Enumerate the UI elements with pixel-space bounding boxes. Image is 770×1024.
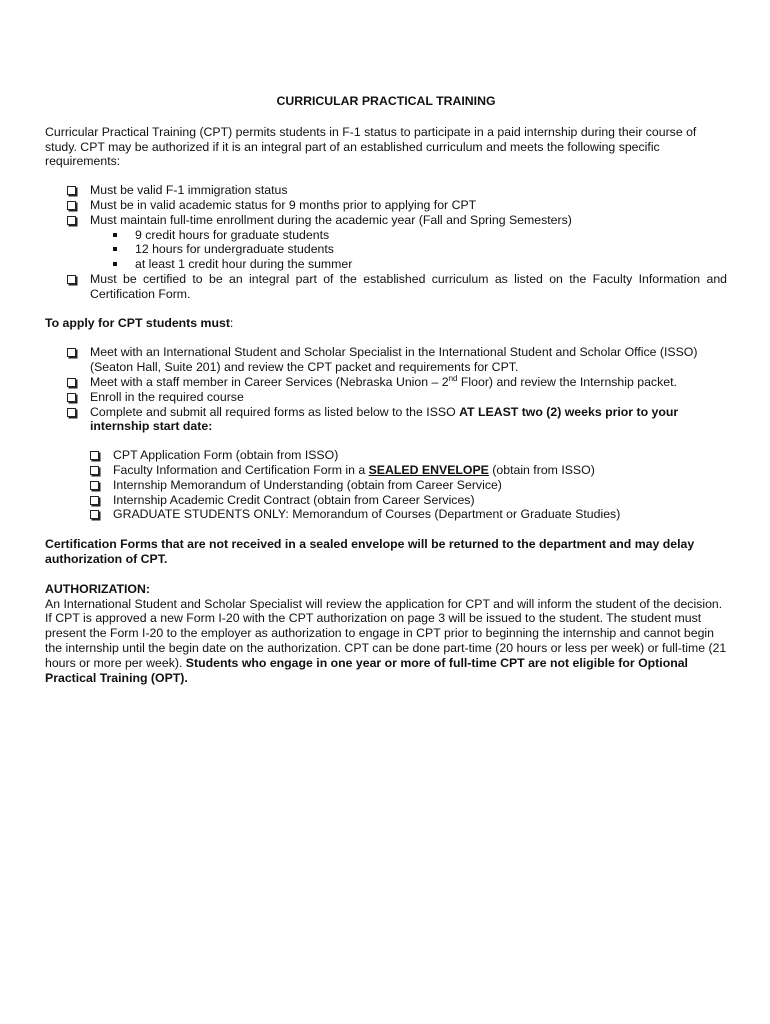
credit-hours-text: 9 credit hours for graduate students	[135, 227, 330, 242]
form-text-end: (obtain from ISSO)	[488, 462, 595, 477]
apply-step-text: Meet with a staff member in Career Services (Nebraska Union – 2	[90, 374, 449, 389]
page-title: CURRICULAR PRACTICAL TRAINING	[276, 94, 496, 108]
square-bullet-icon	[113, 262, 117, 266]
checkbox-icon	[90, 481, 99, 490]
form-text: Internship Memorandum of Understanding (obtain from Career Service)	[113, 477, 502, 492]
apply-step	[67, 390, 727, 405]
requirement-text: Must be in valid academic status for 9 months prior to applying for CPT	[90, 197, 477, 212]
apply-steps-list	[45, 345, 727, 434]
square-bullet-icon	[113, 233, 117, 237]
requirement-item	[67, 183, 727, 198]
ordinal-suffix: nd	[448, 373, 458, 383]
checkbox-icon	[67, 378, 76, 387]
checkbox-icon	[67, 393, 76, 402]
form-text: CPT Application Form (obtain from ISSO)	[113, 448, 339, 463]
credit-hours-item	[113, 257, 727, 272]
apply-step	[67, 405, 727, 435]
requirement-text: Must be certified to be an integral part of the established curriculum as listed on the Faculty Information and Certification Form.	[90, 271, 727, 301]
authorization-text: An International Student and Scholar Specialist will review the application for CPT and will inform the student of the decision. If CPT is approved a new Form I-20 with the CPT authorization on page 3 will be issued to the student. The student must present the Form I-20 to the employer as authorization to engage in CPT prior to beginning the internship and cannot begin the internship until the begin date on the authorization. CPT can be done part-time (20 hours or less per week) or full-time (21 hours or more per week).	[45, 596, 727, 670]
apply-step-text: Complete and submit all required forms as listed below to the ISSO	[90, 404, 460, 419]
apply-step-text-end: Floor) and review the Internship packet.	[457, 374, 677, 389]
form-item	[90, 478, 727, 493]
authorization-heading: AUTHORIZATION:	[45, 581, 150, 596]
form-item	[90, 507, 727, 522]
form-text: Faculty Information and Certification Form in a	[113, 462, 369, 477]
checkbox-icon	[67, 186, 76, 195]
requirements-list	[45, 183, 727, 227]
credit-hours-text: 12 hours for undergraduate students	[135, 242, 334, 257]
square-bullet-icon	[113, 247, 117, 251]
requirement-item	[67, 213, 727, 228]
authorization-paragraph	[45, 597, 727, 686]
document-page	[45, 94, 727, 685]
form-text: GRADUATE STUDENTS ONLY: Memorandum of Courses (Department or Graduate Studies)	[113, 507, 621, 522]
requirement-item	[67, 272, 727, 302]
opt-eligibility-note: Students who engage in one year or more of full-time CPT are not eligible for Optional Practical Training (OPT).	[45, 655, 688, 685]
credit-hours-item	[113, 242, 727, 257]
checkbox-icon	[67, 216, 76, 225]
form-item	[90, 448, 727, 463]
apply-heading	[45, 316, 727, 331]
checkbox-icon	[90, 451, 99, 460]
requirement-text: Must be valid F-1 immigration status	[90, 183, 288, 198]
apply-step	[67, 345, 727, 375]
checkbox-icon	[67, 275, 76, 284]
form-item	[90, 463, 727, 478]
sealed-envelope-emphasis: SEALED ENVELOPE	[368, 462, 489, 477]
credit-hours-text: at least 1 credit hour during the summer	[135, 257, 353, 272]
requirement-text: Must maintain full-time enrollment during the academic year (Fall and Spring Semesters)	[90, 212, 572, 227]
checkbox-icon	[90, 466, 99, 475]
requirements-list-continued	[45, 272, 727, 302]
credit-hours-list	[45, 228, 727, 272]
apply-step-deadline: AT LEAST two (2) weeks prior to your internship start date:	[90, 404, 679, 434]
apply-heading-colon: :	[229, 315, 234, 330]
form-item	[90, 493, 727, 508]
requirement-item	[67, 198, 727, 213]
apply-step	[67, 375, 727, 390]
form-text: Internship Academic Credit Contract (obtain from Career Services)	[113, 492, 475, 507]
credit-hours-item	[113, 228, 727, 243]
checkbox-icon	[67, 201, 76, 210]
checkbox-icon	[90, 496, 99, 505]
apply-heading-text: To apply for CPT students must	[45, 315, 230, 330]
required-forms-list	[45, 448, 727, 522]
sealed-envelope-warning: Certification Forms that are not received in a sealed envelope will be returned to the department and may delay authorization of CPT.	[45, 537, 695, 566]
checkbox-icon	[90, 510, 99, 519]
apply-step-text: Meet with an International Student and Scholar Specialist in the International Student and Scholar Office (ISSO) (Seaton Hall, Suite 201) and review the CPT packet and requirements for CPT.	[90, 345, 698, 375]
apply-step-text: Enroll in the required course	[90, 389, 244, 404]
intro-paragraph: Curricular Practical Training (CPT) permits students in F-1 status to participate in a paid internship during their course of study. CPT may be authorized if it is an integral part of an established curriculum and meets the following specific requirements:	[45, 124, 697, 169]
checkbox-icon	[67, 348, 76, 357]
checkbox-icon	[67, 408, 76, 417]
